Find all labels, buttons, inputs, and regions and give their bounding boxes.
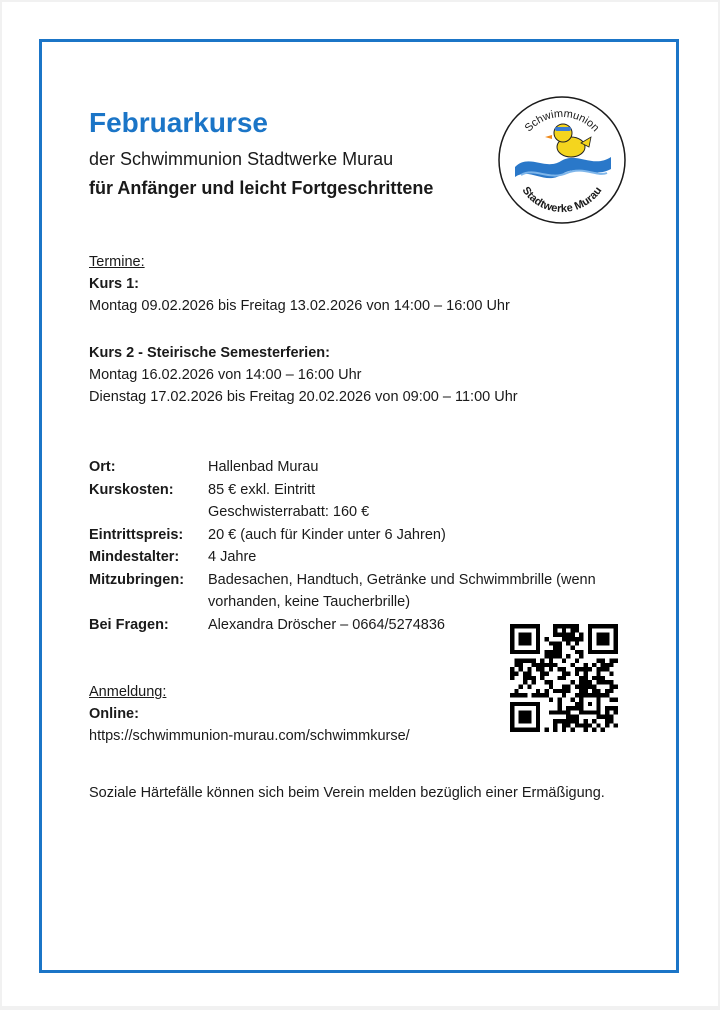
- registration-link[interactable]: https://schwimmunion-murau.com/schwimmkurse/: [89, 728, 410, 744]
- contact-value: Alexandra Dröscher – 0664/5274836: [208, 616, 445, 633]
- info-label: [89, 501, 208, 524]
- info-row-ort: [89, 456, 649, 479]
- info-value: 85 € exkl. Eintritt: [208, 481, 316, 498]
- info-value: 20 € (auch für Kinder unter 6 Jahren): [208, 526, 446, 543]
- info-value: Geschwisterrabatt: 160 €: [208, 504, 370, 520]
- info-row-mindestalter: [89, 546, 649, 569]
- kurs1-title: Kurs 1:: [89, 276, 139, 292]
- club-logo: [497, 95, 627, 225]
- kurs2-title: Kurs 2 - Steirische Semesterferien:: [89, 345, 330, 361]
- info-label: Mindestalter:: [89, 549, 180, 565]
- info-row-kurskosten: [89, 479, 649, 502]
- info-label: Bei Fragen:: [89, 616, 169, 633]
- info-label: Eintrittspreis:: [89, 526, 184, 543]
- logo-bottom-text: Stadtwerke Murau: [519, 184, 605, 216]
- info-label: Mitzubringen:: [89, 571, 185, 588]
- info-label: Kurskosten:: [89, 481, 174, 498]
- course-info-table: [89, 456, 649, 636]
- kurs2-dates-2: Dienstag 17.02.2026 bis Freitag 20.02.2026 von 09:00 – 11:00 Uhr: [89, 389, 518, 405]
- info-value: Hallenbad Murau: [208, 459, 319, 475]
- logo-top-text: Schwimmunion: [522, 107, 602, 135]
- registration-qr-code[interactable]: [510, 624, 618, 732]
- anmeldung-heading: Anmeldung:: [89, 684, 167, 700]
- info-row-mitzubringen: [89, 569, 649, 614]
- info-row-eintrittspreis: [89, 524, 649, 547]
- info-value: 4 Jahre: [208, 549, 257, 565]
- audience-line: für Anfänger und leicht Fortgeschrittene: [89, 178, 434, 198]
- info-label: Ort:: [89, 459, 116, 475]
- kurs2-dates-1: Montag 16.02.2026 von 14:00 – 16:00 Uhr: [89, 367, 362, 383]
- termine-heading: Termine:: [89, 254, 145, 270]
- page-title: Februarkurse: [89, 107, 268, 138]
- kurs1-dates: Montag 09.02.2026 bis Freitag 13.02.2026 von 14:00 – 16:00 Uhr: [89, 298, 510, 314]
- hardship-note: Soziale Härtefälle können sich beim Verein melden bezüglich einer Ermäßigung.: [89, 785, 605, 801]
- page-subtitle: der Schwimmunion Stadtwerke Murau: [89, 149, 394, 169]
- info-value: Badesachen, Handtuch, Getränke und Schwimmbrille (wenn: [208, 571, 596, 588]
- online-label: Online:: [89, 706, 139, 722]
- info-value-continued: vorhanden, keine Taucherbrille): [208, 594, 411, 610]
- info-row-geschwisterrabatt: [89, 501, 649, 524]
